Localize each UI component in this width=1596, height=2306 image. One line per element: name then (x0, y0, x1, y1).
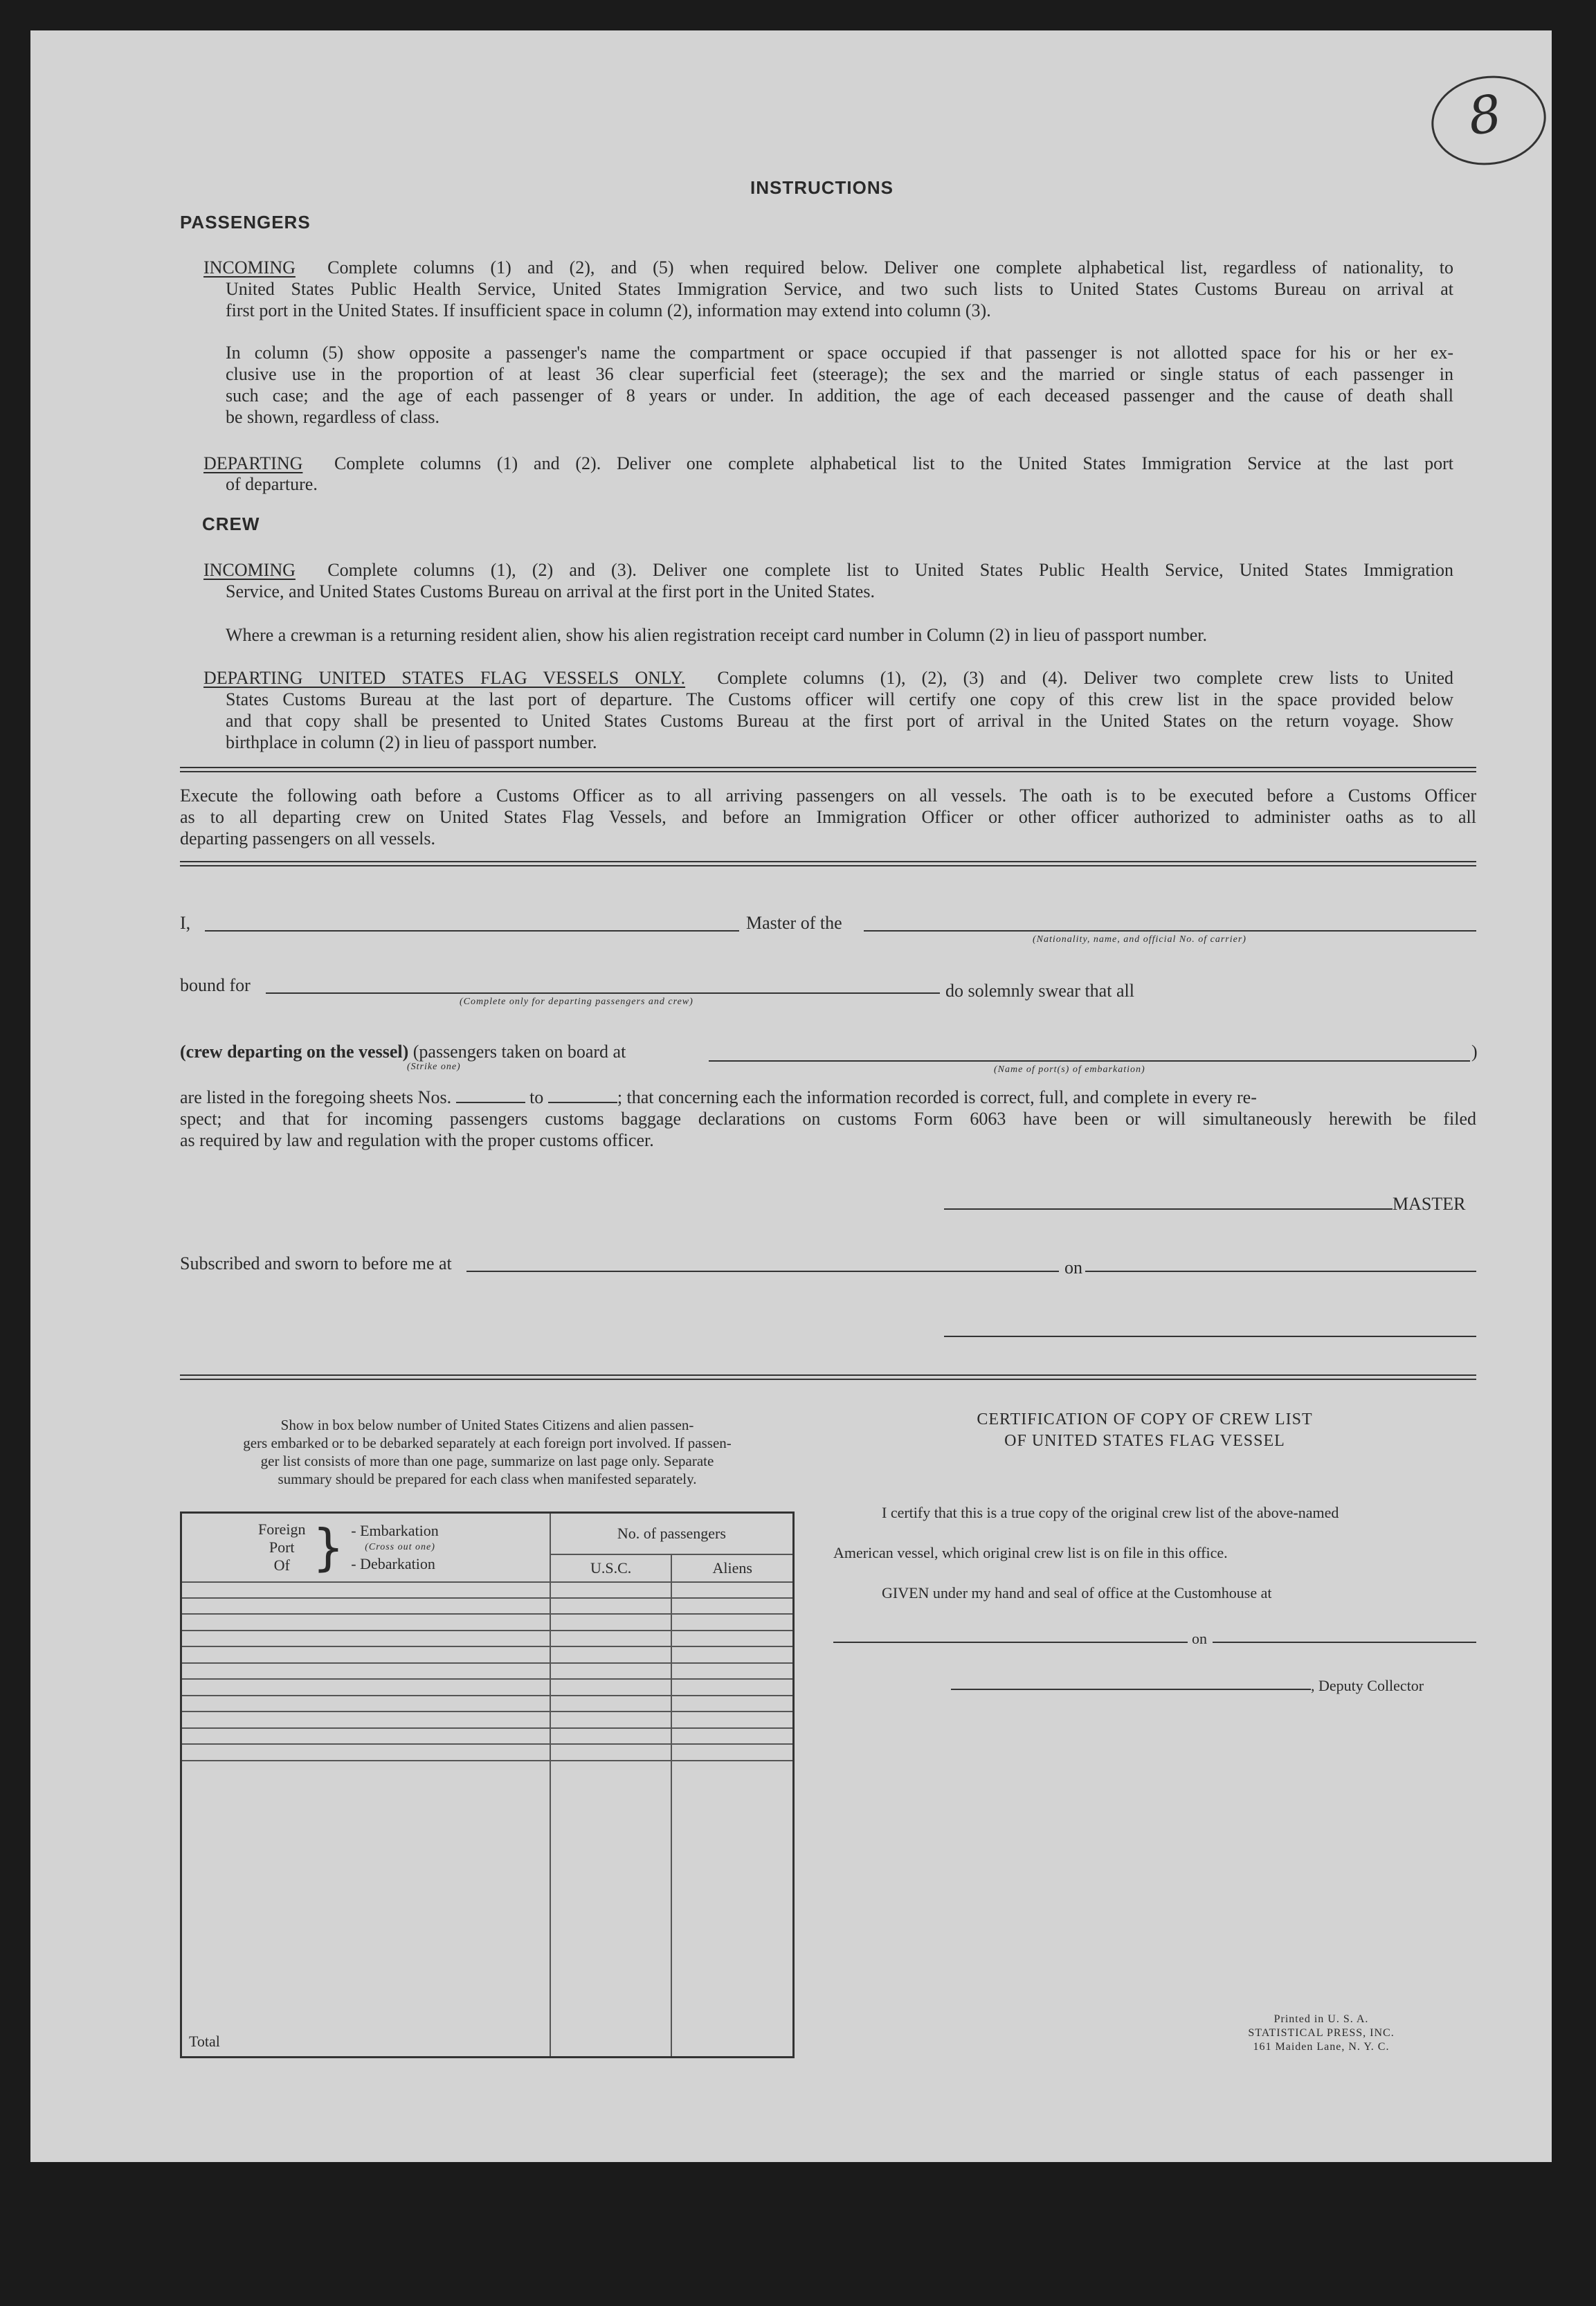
brace-glyph: } (312, 1518, 345, 1577)
deputy-collector-label: , Deputy Collector (1311, 1677, 1424, 1694)
oath-line1: Execute the following oath before a Customs Officer as to all arriving passengers on all vessels. The oath is to be executed before a Customs Officer (180, 786, 1476, 806)
column5-line2: clusive use in the proportion of at least 36 clear superficial feet (steerage); the sex and the married or single status of each passenger in (226, 364, 1453, 384)
crew-incoming-line1: INCOMING Complete columns (1), (2) and (3). Deliver one complete list to United States Public Health Service, United States Immigration (203, 560, 1454, 580)
master-name-field[interactable] (205, 930, 739, 932)
page-number-mark: 8 (1426, 69, 1552, 172)
table-row[interactable] (181, 1728, 794, 1744)
column5-line3: such case; and the age of each passenger of 8 years or under. In addition, the age of each deceased passenger and the cause of death shall (226, 385, 1453, 406)
sheet-from-field[interactable] (456, 1102, 525, 1103)
swear-label: do solemnly swear that all (945, 981, 1134, 1001)
carrier-field[interactable] (864, 930, 1476, 932)
instructions-title: INSTRUCTIONS (750, 177, 894, 198)
master-of-label: Master of the (746, 913, 842, 933)
certification-title: CERTIFICATION OF COPY OF CREW LIST OF UNITED STATES FLAG VESSEL (977, 1410, 1313, 1450)
crew-passengers-line: (crew departing on the vessel) (passengers taken on board at (180, 1042, 626, 1062)
passengers-incoming-line3: first port in the United States. If insufficient space in column (2), information may extend into column (3). (226, 300, 991, 320)
oath-line2: as to all departing crew on United States Flag Vessels, and before an Immigration Officer or other officer authorized to administer oaths as to all (180, 807, 1476, 827)
table-row[interactable] (181, 1696, 794, 1712)
bound-for-field[interactable] (266, 992, 940, 994)
crew-departing-line2: States Customs Bureau at the last port of departure. The Customs officer will certify one copy of this crew list in the space provided below (226, 689, 1453, 709)
customhouse-field[interactable] (833, 1642, 1188, 1643)
passengers-incoming-line1: INCOMING Complete columns (1) and (2), and (5) when required below. Deliver one complete alphabetical list, regardless of nationality, to (203, 257, 1454, 278)
certify-line2: American vessel, which original crew list is on file in this office. (833, 1544, 1228, 1561)
table-row[interactable] (181, 1744, 794, 1760)
table-row[interactable] (181, 1582, 794, 1598)
crew-departing-line4: birthplace in column (2) in lieu of passport number. (226, 732, 597, 752)
divider-3 (180, 1374, 1476, 1380)
no-passengers-header: No. of passengers (550, 1513, 794, 1554)
subscribed-label: Subscribed and sworn to before me at (180, 1253, 452, 1273)
table-row[interactable] (181, 1663, 794, 1679)
officer-signature-field[interactable] (944, 1336, 1476, 1337)
nationality-caption: (Nationality, name, and official No. of carrier) (1033, 934, 1246, 945)
given-line: GIVEN under my hand and seal of office at the Customhouse at (882, 1584, 1272, 1601)
table-row[interactable] (181, 1631, 794, 1646)
strike-one-caption: (Strike one) (407, 1062, 461, 1072)
form-sheet (30, 30, 1552, 2162)
passenger-summary-table (180, 1511, 795, 2058)
bound-for-label: bound for (180, 975, 251, 995)
certify-line1: I certify that this is a true copy of the original crew list of the above-named (882, 1504, 1339, 1521)
debarkation-option[interactable]: - Debarkation (351, 1554, 435, 1572)
table-row[interactable] (181, 1614, 794, 1630)
passengers-departing-line2: of departure. (226, 474, 318, 494)
sworn-on-label: on (1064, 1258, 1082, 1278)
box-note: Show in box below number of United States Citizens and alien passen- gers embarked or to be debarked separately at each foreign port involved. If passen- ger list consists of more than one page, summarize on last page only. Separate summary should be prepared for each class when manifested separately. (243, 1417, 732, 1487)
i-label: I, (180, 913, 191, 933)
table-row[interactable] (181, 1646, 794, 1662)
embarkation-port-field[interactable] (709, 1060, 1470, 1062)
divider-1 (180, 767, 1476, 772)
listed-line3: as required by law and regulation with the proper customs officer. (180, 1130, 654, 1150)
aliens-header: Aliens (671, 1554, 793, 1582)
crewman-note: Where a crewman is a returning resident alien, show his alien registration receipt card number in Column (2) in lieu of passport number. (226, 625, 1208, 645)
listed-line2: spect; and that for incoming passengers customs baggage declarations on customs Form 6063 have been or will simultaneously herewith be filed (180, 1109, 1476, 1129)
column5-line4: be shown, regardless of class. (226, 407, 440, 427)
port-caption: (Name of port(s) of embarkation) (994, 1064, 1145, 1075)
cert-on-label: on (1192, 1630, 1207, 1647)
bound-for-caption: (Complete only for departing passengers and crew) (460, 997, 693, 1007)
embarkation-option[interactable]: - Embarkation (351, 1521, 439, 1539)
total-row[interactable] (181, 1761, 794, 2058)
total-label: Total (181, 1761, 550, 2058)
sworn-place-field[interactable] (466, 1271, 1059, 1272)
table-row[interactable] (181, 1598, 794, 1614)
foreign-port-header: Foreign Port Of } - Embarkation (Cross out one) - Debarkation (181, 1513, 550, 1582)
passengers-incoming-line2: United States Public Health Service, United States Immigration Service, and two such lists to United States Customs Bureau on arrival at (226, 279, 1453, 299)
crew-departing-line1: DEPARTING UNITED STATES FLAG VESSELS ONLY. Complete columns (1), (2), (3) and (4). Deliver two complete crew lists to United (203, 668, 1453, 688)
passengers-departing-line1: DEPARTING Complete columns (1) and (2). Deliver one complete alphabetical list to the United States Immigration Service at the last port (203, 453, 1454, 473)
cert-date-field[interactable] (1213, 1642, 1476, 1643)
printer-imprint: Printed in U. S. A. STATISTICAL PRESS, INC. 161 Maiden Lane, N. Y. C. (1248, 2013, 1395, 2053)
sheet-to-field[interactable] (548, 1102, 617, 1103)
deputy-signature-field[interactable] (951, 1689, 1311, 1690)
passengers-heading: PASSENGERS (180, 212, 311, 233)
table-row[interactable] (181, 1712, 794, 1727)
master-label: MASTER (1393, 1194, 1466, 1214)
close-paren: ) (1471, 1042, 1478, 1062)
column5-line1: In column (5) show opposite a passenger's name the compartment or space occupied if that passenger is not allotted space for his or her ex- (226, 343, 1453, 363)
divider-2 (180, 861, 1476, 866)
crew-departing-line3: and that copy shall be presented to United States Customs Bureau at the first port of arrival in the United States on the return voyage. Show (226, 711, 1453, 731)
listed-line1: are listed in the foregoing sheets Nos. to ; that concerning each the information recorded is correct, full, and complete in every re- (180, 1087, 1257, 1107)
oath-line3: departing passengers on all vessels. (180, 828, 435, 848)
sworn-date-field[interactable] (1085, 1271, 1476, 1272)
table-row[interactable] (181, 1679, 794, 1695)
usc-header: U.S.C. (550, 1554, 672, 1582)
crew-heading: CREW (202, 514, 260, 534)
crew-incoming-line2: Service, and United States Customs Bureau on arrival at the first port in the United States. (226, 581, 875, 601)
master-signature-field[interactable] (944, 1208, 1393, 1210)
